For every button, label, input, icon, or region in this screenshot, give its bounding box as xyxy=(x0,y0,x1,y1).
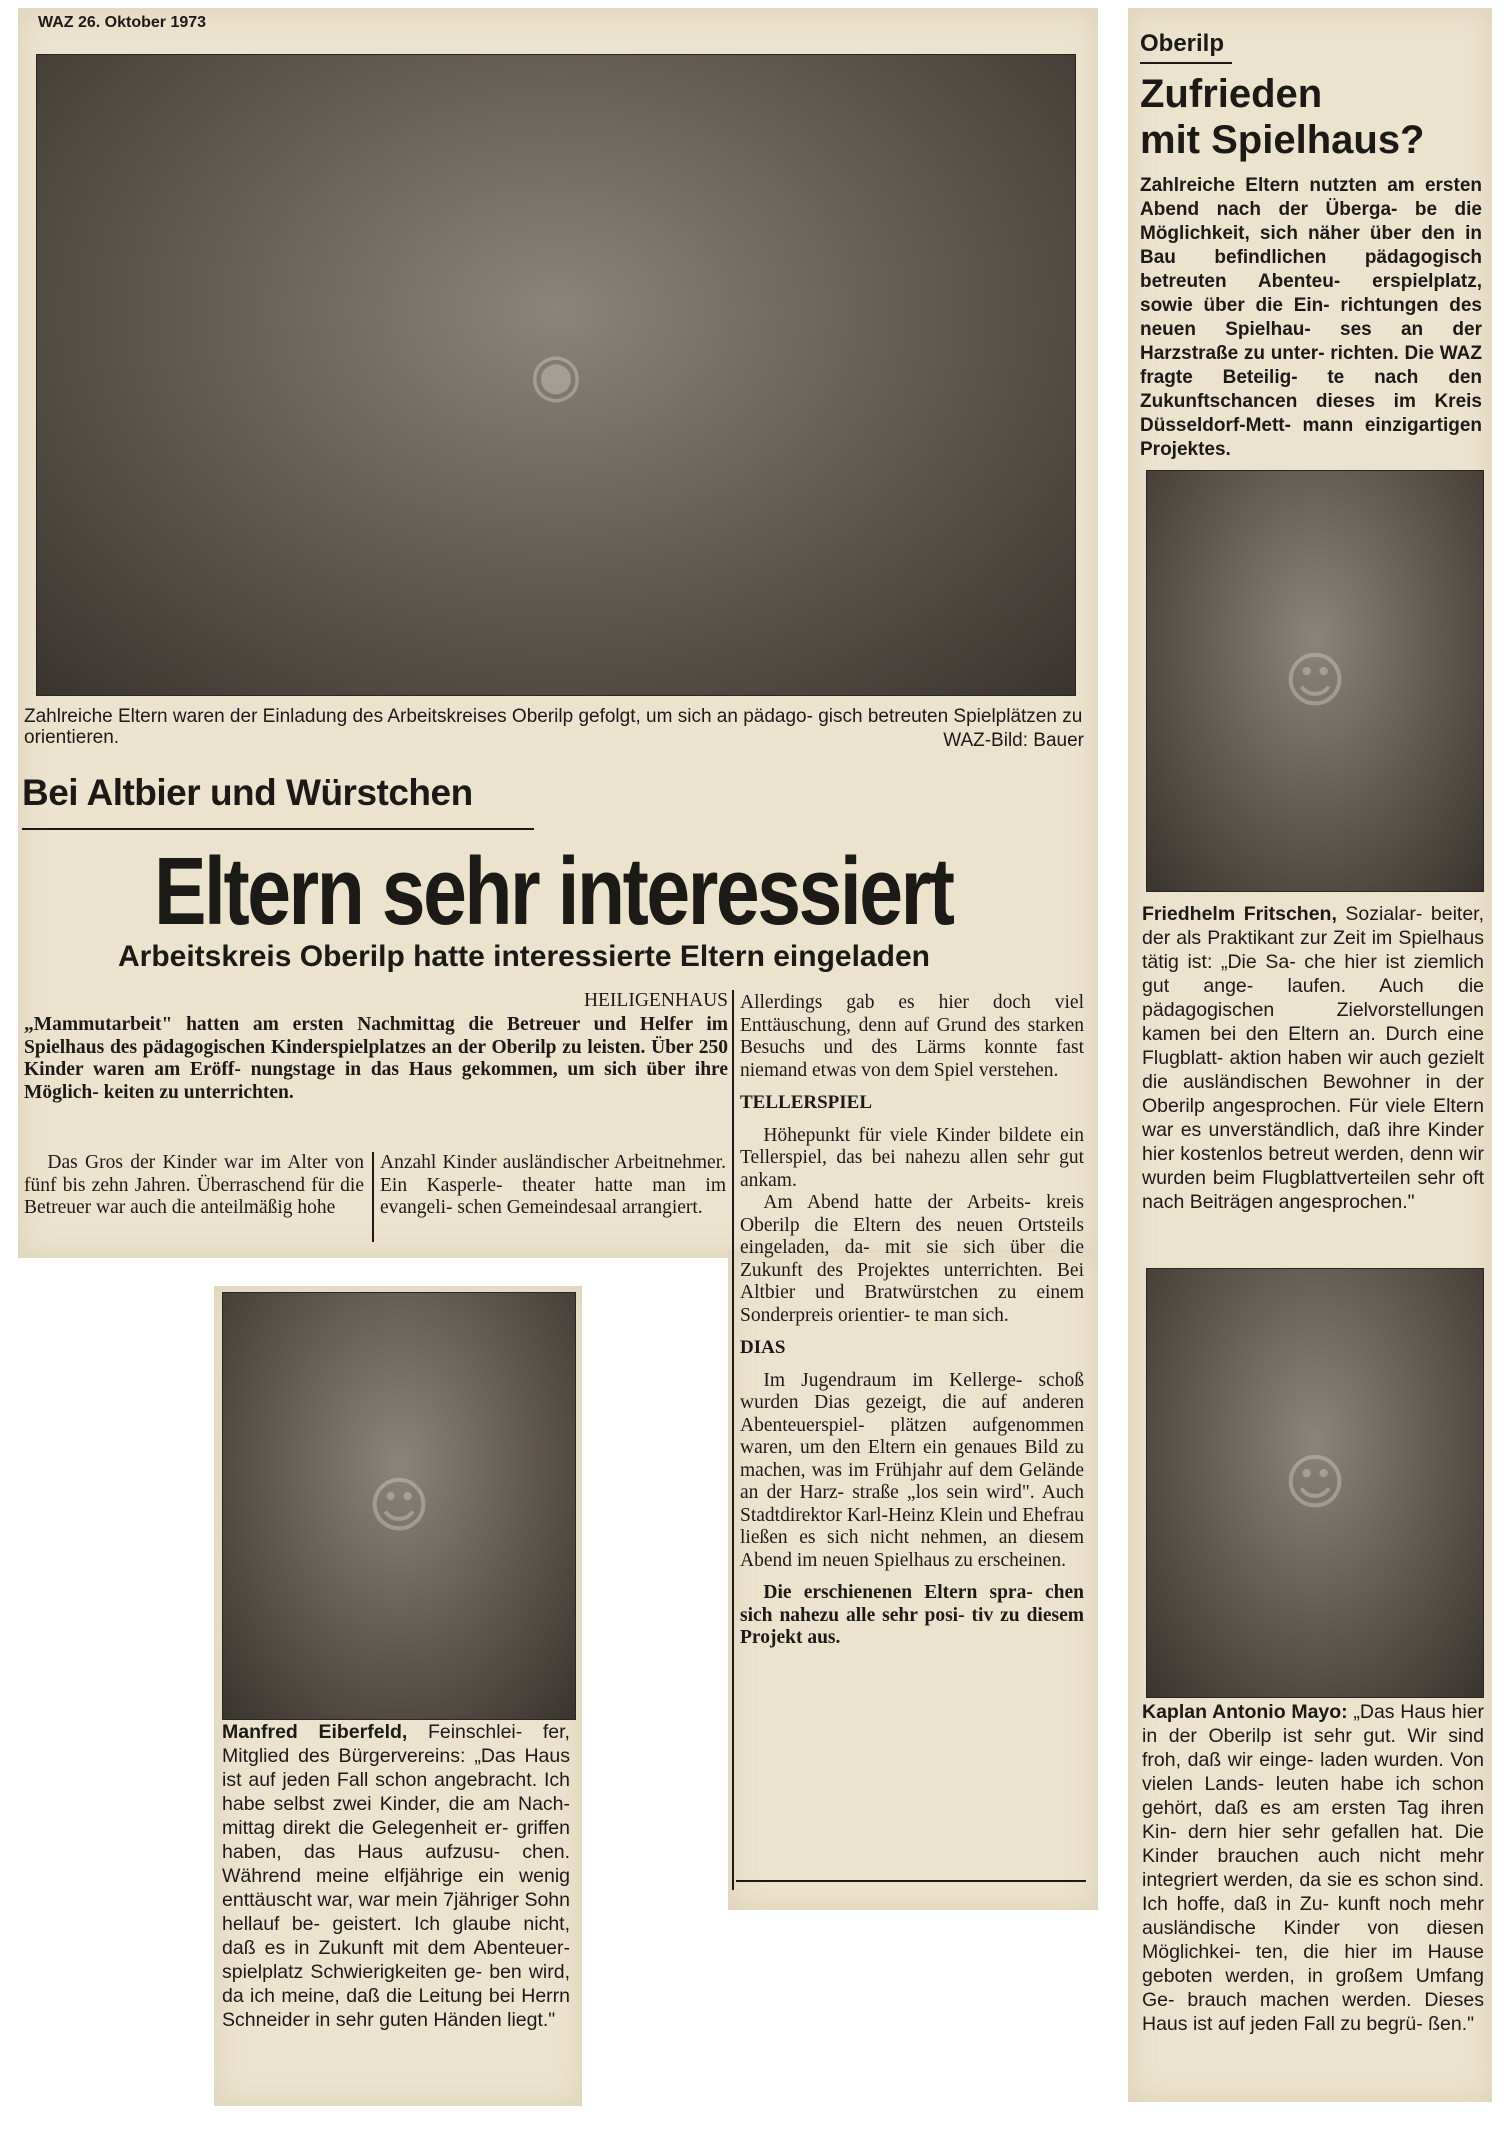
column-2-text: Anzahl Kinder ausländischer Arbeitnehmer. Ein Kasperle- theater hatte man im evangeli- schen Gemeindesaal arrangiert. xyxy=(380,1152,726,1218)
subheadline: Arbeitskreis Oberilp hatte interessierte Eltern eingeladen xyxy=(118,940,930,973)
eiberfeld-quote-block xyxy=(222,1720,570,2032)
portrait-placeholder-icon: ☺ xyxy=(367,1471,431,1541)
photo-placeholder-icon: ◉ xyxy=(529,340,583,410)
mayo-portrait xyxy=(1146,1268,1484,1698)
sidebar-headline-line-1: Zufrieden xyxy=(1140,72,1323,116)
column-divider-1 xyxy=(372,1152,374,1242)
mayo-name: Kaplan Antonio Mayo: xyxy=(1142,1701,1348,1723)
dateline: WAZ 26. Oktober 1973 xyxy=(38,14,207,31)
location: HEILIGENHAUS xyxy=(583,990,728,1011)
sidebar-label-underline xyxy=(1140,62,1232,64)
eiberfeld-quote: Feinschlei- fer, Mitglied des Bürgervereins: „Das Haus ist auf jeden Fall schon angebracht. Ich habe selbst zwei Kinder, die am Nach- mittag direkt die Gelegenheit er- griffen haben, das Haus aufzusu- chen. Während meine elfjährige ein wenig enttäuscht war, war mein 7jähriger Sohn hellauf be- geistert. Ich glaube nicht, daß es in Zukunft mit dem Abenteuer- spielplatz Schwierigkeiten ge- ben wird, da ich meine, daß die Leitung bei Herrn Schneider in sehr guten Händen liegt." xyxy=(222,1721,570,2031)
sidebar-intro: Zahlreiche Eltern nutzten am ersten Abend nach der Überga- be die Möglichkeit, sich näher über den in Bau befindlichen pädagogisch betreuten Abenteu- erspielplatz, sowie über die Ein- richtungen des neuen Spielhau- ses an der Harzstraße zu unter- richten. Die WAZ fragte Beteilig- te nach den Zukunftschancen dieses im Kreis Düsseldorf-Mett- mann einzigartigen Projektes. xyxy=(1140,175,1482,460)
column-1-text: Das Gros der Kinder war im Alter von fünf bis zehn Jahren. Überraschend für die Betreuer war auch die anteilmäßig hohe xyxy=(24,1152,364,1218)
eiberfeld-name: Manfred Eiberfeld, xyxy=(222,1721,408,1743)
eiberfeld-portrait xyxy=(222,1292,576,1720)
sidebar-headline-line-2: mit Spielhaus? xyxy=(1140,118,1425,162)
group-photo xyxy=(36,54,1076,696)
portrait-placeholder-icon: ☺ xyxy=(1283,646,1347,716)
portrait-placeholder-icon: ☺ xyxy=(1283,1448,1347,1518)
fritschen-name: Friedhelm Fritschen, xyxy=(1142,903,1337,925)
lead-paragraph: „Mammutarbeit" hatten am ersten Nachmittag die Betreuer und Helfer im Spielhaus des pädagogischen Kinderspielplatzes an der Oberilp zu leisten. Über 250 Kinder waren am Eröff- nungstage in das Haus gekommen, um sich über ihre Möglich- keiten zu unterrichten. xyxy=(24,1014,728,1103)
closing-paragraph: Die erschienenen Eltern spra- chen sich nahezu alle sehr posi- tiv zu diesem Projekt aus. xyxy=(740,1582,1084,1648)
article-end-rule xyxy=(736,1880,1086,1882)
sidebar-label: Oberilp xyxy=(1140,30,1225,57)
tellerspiel-paragraph-1: Höhepunkt für viele Kinder bildete ein Tellerspiel, das bei nahezu allen sehr gut ankam. xyxy=(740,1124,1084,1191)
mayo-quote: „Das Haus hier in der Oberilp ist sehr gut. Wir sind froh, daß wir einge- laden wurden. Von vielen Lands- leuten habe ich schon gehört, daß es am ersten Tag ihren Kin- dern hier sehr gefallen hat. Die Kinder brauchen auch nicht mehr integriert werden, da sie es schon sind. Ich hoffe, daß in Zu- kunft noch mehr ausländische Kinder von diesen Möglichkei- ten, die hier im Hause geboten werden, in großem Umfang Ge- brauch machen werden. Dieses Haus ist auf jeden Fall zu begrü- ßen." xyxy=(1142,1701,1484,2035)
column-3-text xyxy=(740,992,1084,1650)
fritschen-portrait xyxy=(1146,470,1484,892)
section-heading-dias: DIAS xyxy=(740,1337,786,1358)
kicker: Bei Altbier und Würstchen xyxy=(22,772,473,813)
photo-caption: Zahlreiche Eltern waren der Einladung des Arbeitskreises Oberilp gefolgt, um sich an pädago- gisch betreuten Spielplätzen zu orientieren. xyxy=(24,706,1083,748)
section-heading-tellerspiel: TELLERSPIEL xyxy=(740,1092,872,1113)
column-divider-2 xyxy=(732,990,734,1890)
mayo-quote-block xyxy=(1142,1700,1484,2036)
headline: Eltern sehr interessiert xyxy=(154,838,953,945)
tellerspiel-paragraph-2: Am Abend hatte der Arbeits- kreis Oberilp die Eltern des neuen Ortsteils eingeladen, da- mit sie sich über die Zukunft des Projektes unterrichten. Bei Altbier und Bratwürstchen zu einem Sonderpreis orientier- te man sich. xyxy=(740,1192,1084,1326)
fritschen-quote: Sozialar- beiter, der als Praktikant zur Zeit im Spielhaus tätig ist: „Die Sa- che hier ist ziemlich gut ange- laufen. Auch die pädagogischen Zielvorstellungen kamen bei den Eltern an. Durch eine Flugblatt- aktion haben wir auch gezielt die ausländischen Bewohner in der Oberilp angesprochen. Für viele Eltern war es unverständlich, daß ihre Kinder hier kostenlos betreut werden, denn wir wurden beim Flugblattverteilen sehr oft nach Beiträgen angesprochen." xyxy=(1142,903,1485,1213)
column-3-paragraph: Allerdings gab es hier doch viel Enttäuschung, denn auf Grund des starken Besuchs und des Lärms konnte fast niemand etwas von dem Spiel verstehen. xyxy=(740,992,1084,1081)
dias-paragraph: Im Jugendraum im Kellerge- schoß wurden Dias gezeigt, die auf anderen Abenteuerspiel- plätzen aufgenommen waren, um den Eltern ein genaues Bild zu machen, was im Frühjahr auf dem Gelände an der Harz- straße „los sein wird". Auch Stadtdirektor Karl-Heinz Klein und Ehefrau ließen es sich nicht nehmen, an diesem Abend im neuen Spielhaus zu erscheinen. xyxy=(740,1369,1084,1571)
kicker-underline xyxy=(22,828,534,830)
fritschen-quote-block xyxy=(1142,902,1484,1214)
photo-credit: WAZ-Bild: Bauer xyxy=(943,730,1084,751)
